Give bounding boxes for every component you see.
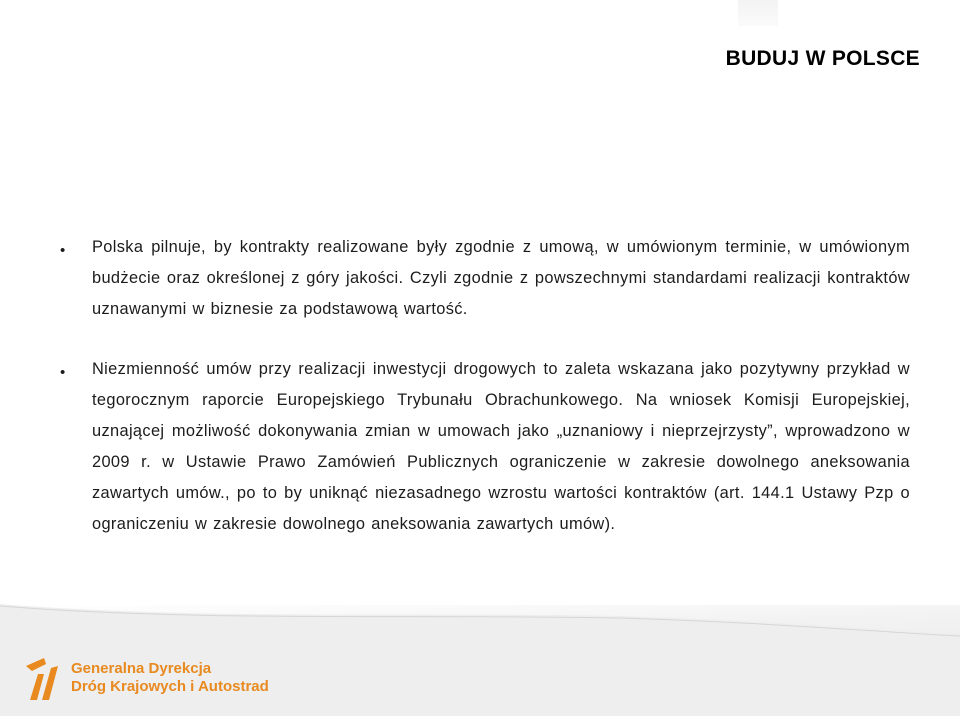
bullet-text: Niezmienność umów przy realizacji inwestycji drogowych to zaleta wskazana jako pozytywny przykład w tegorocznym raporcie Europejskiego Trybunału Obrachunkowego. Na wniosek Komisji Europejskiej, uznającej możliwość dokonywania zmian w umowach jako „uznaniowy i nieprzejrzysty”, wprowadzono w 2009 r. w Ustawie Prawo Zamówień Publicznych ograniczenie w zakresie dowolnego aneksowania zawartych umów., po to by uniknąć niezasadnego wzrostu wartości kontraktów (art. 144.1 Ustawy Pzp o ograniczeniu w zakresie dowolnego aneksowania zawartych umów).: [92, 360, 910, 533]
gddkia-logo-icon: [24, 656, 60, 700]
bullet-icon: •: [60, 364, 66, 381]
footer-wave-decoration: [0, 590, 960, 716]
list-item: [58, 232, 910, 325]
organization-name-line2: Dróg Krajowych i Autostrad: [71, 678, 269, 695]
bullet-list: [58, 232, 910, 540]
organization-name: [71, 660, 269, 696]
corner-decoration: [738, 0, 778, 26]
bullet-icon: •: [60, 242, 66, 259]
list-item: [58, 354, 910, 540]
bullet-text: Polska pilnuje, by kontrakty realizowane były zgodnie z umową, w umówionym terminie, w umówionym budżecie oraz określonej z góry jakości. Czyli zgodnie z powszechnymi standardami realizacji kontraktów uznawanymi w biznesie za podstawową wartość.: [92, 238, 910, 318]
page-title: BUDUJ W POLSCE: [725, 47, 920, 70]
organization-name-line1: Generalna Dyrekcja: [71, 660, 212, 677]
